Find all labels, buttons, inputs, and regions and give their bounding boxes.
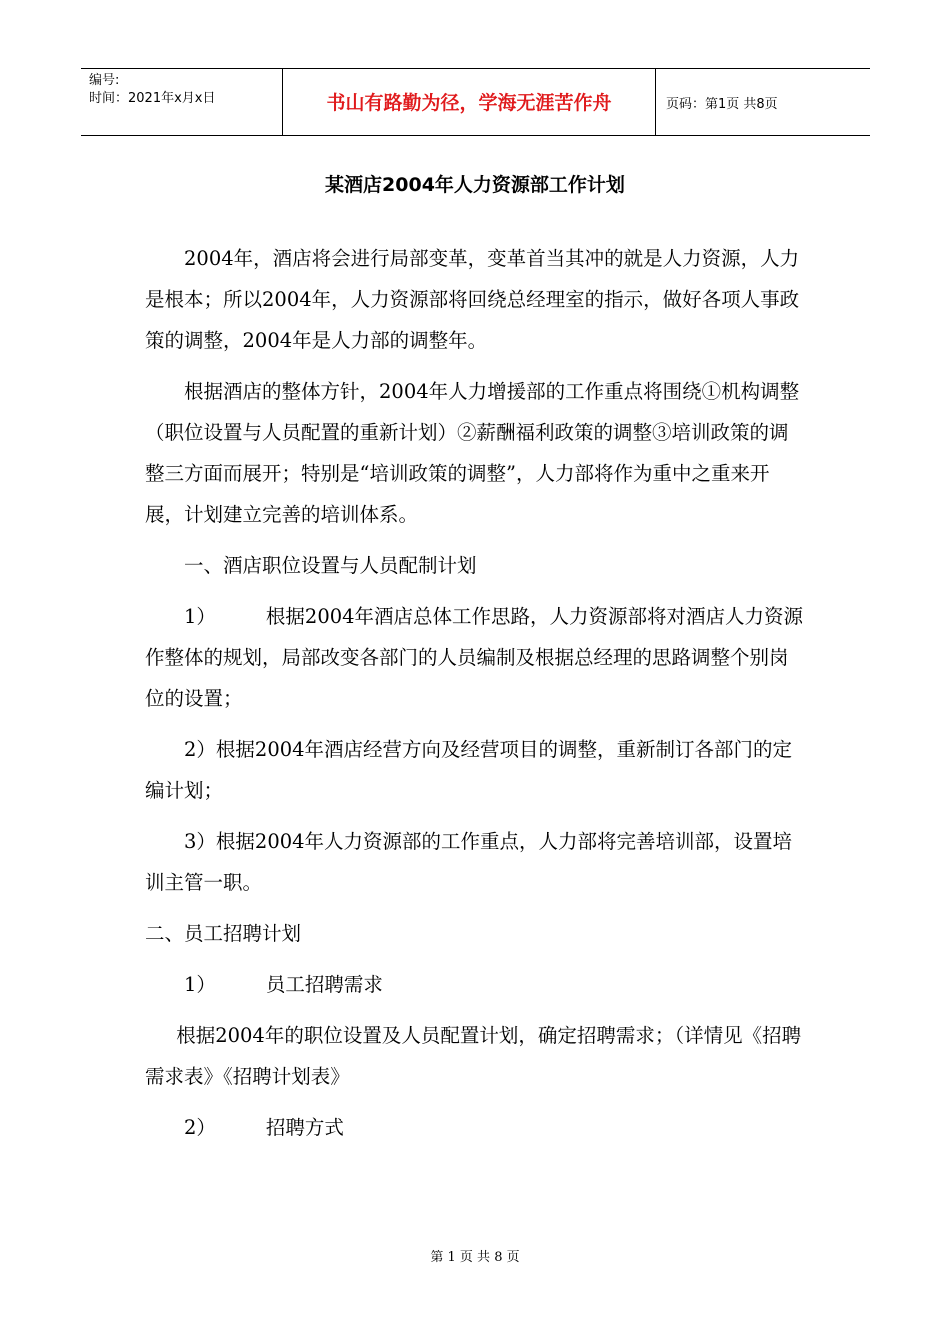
paragraph: 根据2004年的职位设置及人员配置计划，确定招聘需求；（详情见《招聘需求表》《招聘计划表》 (145, 1024, 802, 1088)
document-body (145, 238, 805, 1158)
document-title: 某酒店2004年人力资源部工作计划 (325, 174, 625, 196)
list-item (145, 1107, 805, 1148)
list-marker: 1） (184, 973, 216, 996)
list-item: 3）根据2004年人力资源部的工作重点，人力部将完善培训部，设置培训主管一职。 (145, 830, 793, 894)
list-item-text: 招聘方式 (265, 1116, 344, 1139)
paragraph: 2004年，酒店将会进行局部变革，变革首当其冲的就是人力资源，人力是根本；所以2004年，人力资源部将回绕总经理室的指示，做好各项人事政策的调整，2004年是人力部的调整年。 (145, 247, 800, 352)
document-header (81, 68, 870, 136)
list-item (145, 964, 805, 1005)
section-heading: 二、员工招聘计划 (145, 922, 302, 945)
header-page-info: 页码：第1页 共8页 (666, 96, 778, 112)
section-heading: 一、酒店职位设置与人员配制计划 (184, 554, 477, 577)
list-item (145, 596, 805, 719)
document-time-label: 时间：2021年x月x日 (89, 91, 216, 106)
header-meta-cell (81, 69, 283, 135)
document-number-label: 编号: (89, 73, 120, 88)
list-item: 2）根据2004年酒店经营方向及经营项目的调整，重新制订各部门的定编计划； (145, 738, 793, 802)
list-marker: 2） (184, 1116, 216, 1139)
list-item-text: 员工招聘需求 (265, 973, 383, 996)
list-item-text: 根据2004年酒店总体工作思路，人力资源部将对酒店人力资源作整体的规划，局部改变各部门的人员编制及根据总经理的思路调整个别岗位的设置； (145, 605, 804, 710)
list-marker: 1） (184, 605, 216, 628)
page-footer: 第 1 页 共 8 页 (430, 1250, 520, 1265)
header-motto: 书山有路勤为径，学海无涯苦作舟 (283, 69, 656, 135)
paragraph: 根据酒店的整体方针，2004年人力增援部的工作重点将围绕①机构调整（职位设置与人员配置的重新计划）②薪酬福利政策的调整③培训政策的调整三方面而展开；特别是“培训政策的调整”，人力部将作为重中之重来开展，计划建立完善的培训体系。 (145, 380, 800, 526)
